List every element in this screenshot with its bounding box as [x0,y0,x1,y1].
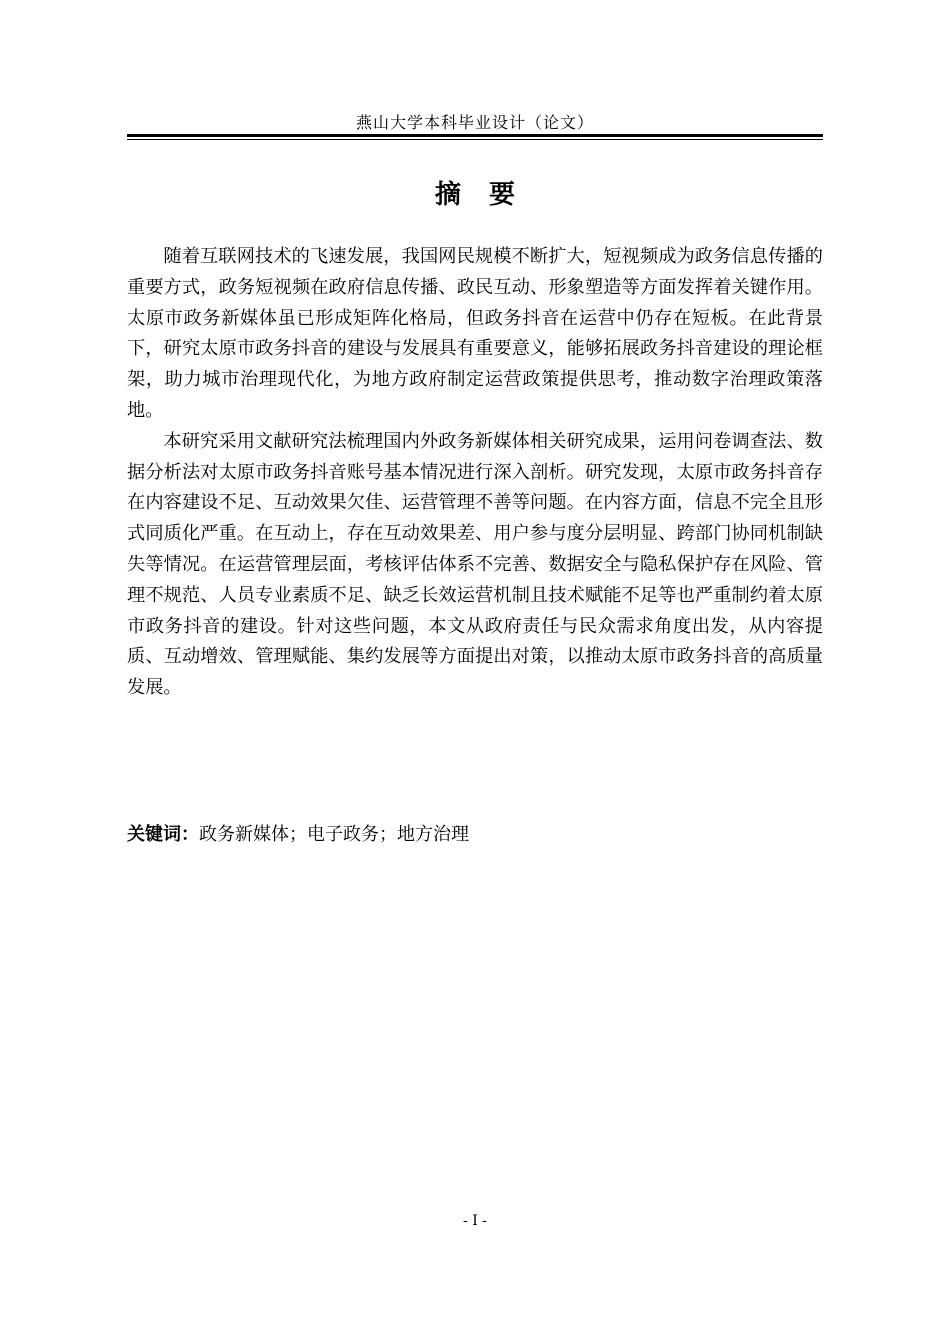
keywords-text: 政务新媒体；电子政务；地方治理 [199,824,469,845]
header-rule-thin [127,139,823,140]
running-header: 燕山大学本科毕业设计（论文） [355,113,594,132]
abstract-paragraph-1: 随着互联网技术的飞速发展，我国网民规模不断扩大，短视频成为政务信息传播的重要方式，政务短视频在政府信息传播、政民互动、形象塑造等方面发挥着关键作用。太原市政务新媒体虽已形成矩阵化格局，但政务抖音在运营中仍存在短板。在此背景下，研究太原市政务抖音的建设与发展具有重要意义，能够拓展政务抖音建设的理论框架，助力城市治理现代化，为地方政府制定运营政策提供思考，推动数字治理政策落地。 [127,246,823,421]
abstract-body [127,242,823,704]
page-number: - I - [463,1213,487,1229]
keywords-label: 关键词： [127,824,199,845]
abstract-paragraph-2: 本研究采用文献研究法梳理国内外政务新媒体相关研究成果，运用问卷调查法、数据分析法对太原市政务抖音账号基本情况进行深入剖析。研究发现，太原市政务抖音存在内容建设不足、互动效果欠佳、运营管理不善等问题。在内容方面，信息不完全且形式同质化严重。在互动上，存在互动效果差、用户参与度分层明显、跨部门协同机制缺失等情况。在运营管理层面，考核评估体系不完善、数据安全与隐私保护存在风险、管理不规范、人员专业素质不足、缺乏长效运营机制且技术赋能不足等也严重制约着太原市政务抖音的建设。针对这些问题，本文从政府责任与民众需求角度出发，从内容提质、互动增效、管理赋能、集约发展等方面提出对策，以推动太原市政务抖音的高质量发展。 [127,430,823,699]
keywords-line [127,821,823,849]
abstract-title: 摘要 [434,180,543,210]
header-rule-thick [127,134,823,137]
